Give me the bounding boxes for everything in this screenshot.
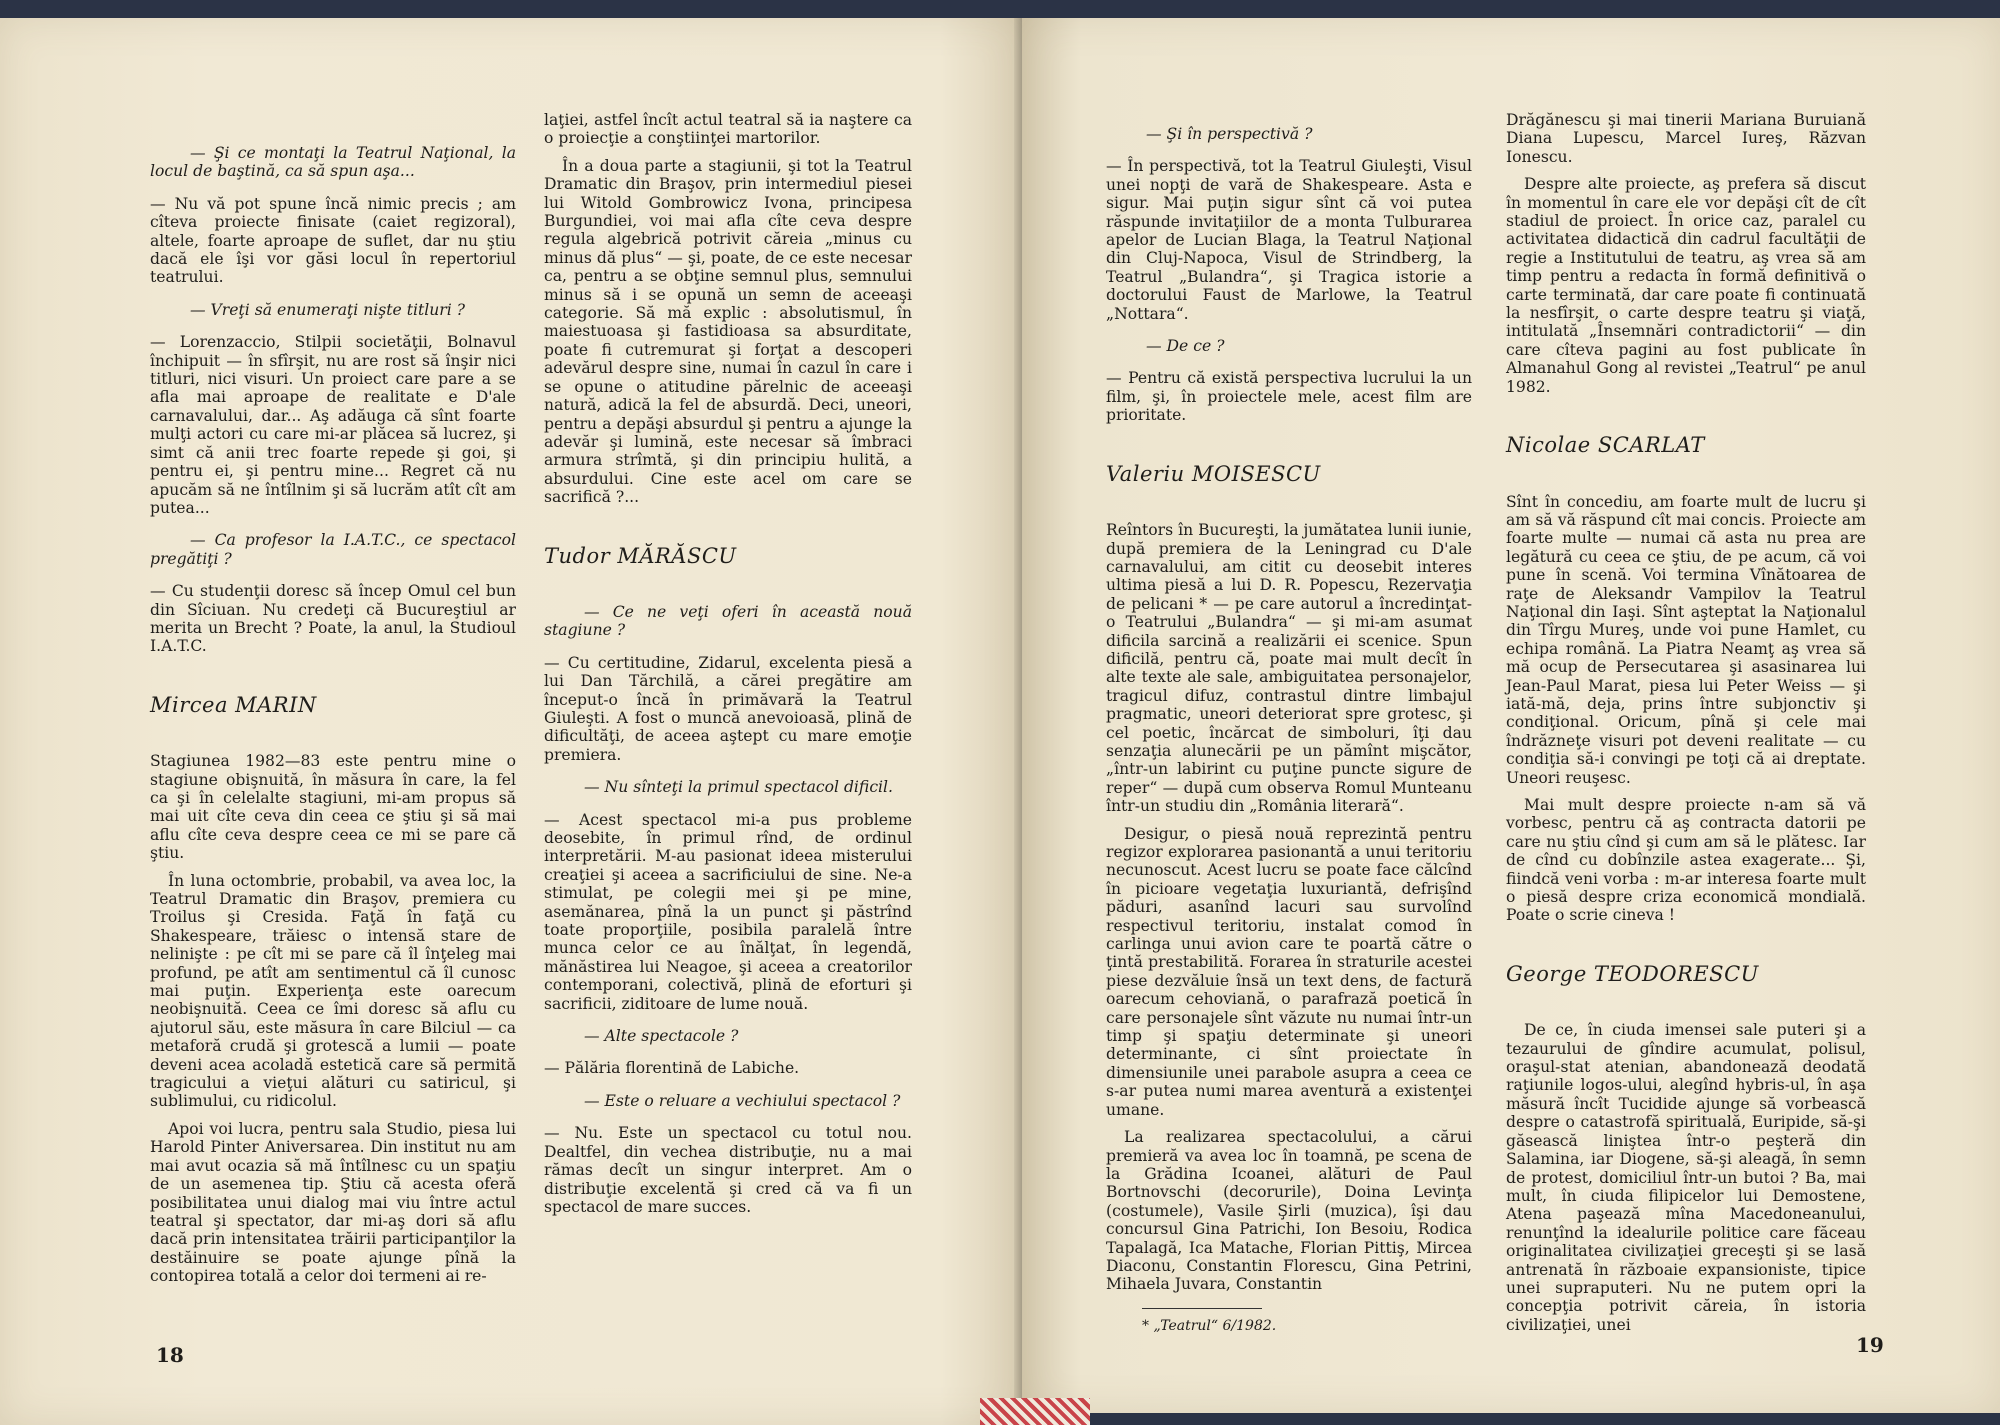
page-number-right: 19: [1856, 1333, 1884, 1357]
paragraph: La realizarea spectacolului, a cărui premieră va avea loc în toamnă, pe scena de la Grădina Icoanei, alături de Paul Bortnovschi (decorurile), Doina Levinţa (costumele), Vasile Şirli (muzica), îşi dau concursul Gina Patrichi, Ion Besoiu, Rodica Tapalagă, Ica Matache, Florian Pittiş, Mircea Diaconu, Constantin Florescu, Gina Petrini, Mihaela Juvara, Constantin: [1106, 1128, 1472, 1294]
paragraph: În luna octombrie, probabil, va avea loc, la Teatrul Dramatic din Braşov, premiera cu Troilus şi Cresida. Faţă în faţă cu Shakespeare, trăiesc o intensă stare de nelinişte : pe cît mi se pare că îl înţeleg mai profund, pe atît am sentimentul că îl cunosc mai puţin. Experienţa este oarecum neobişnuită. Ceea ce îmi doresc să aflu cu ajutorul său, este măsura în care Bilciul — ca metaforă crudă şi grotescă a lumii — poate deveni acea acoladă estetică care să permită tragicului a vieţui alături cu satiricul, şi sublimului, cu ridicolul.: [150, 871, 516, 1111]
interview-question: — Ca profesor la I.A.T.C., ce spectacol pregătiţi ?: [150, 531, 516, 568]
paragraph: — Cu certitudine, Zidarul, excelenta piesă a lui Dan Tărchilă, a cărei pregătire am început-o încă în primăvară la Teatrul Giuleşti. A fost o muncă anevoioasă, plină de dificultăţi, de aceea aştept cu mare emoţie premiera.: [544, 653, 912, 764]
paragraph: De ce, în ciuda imensei sale puteri şi a tezaurului de gîndire acumulat, polisul, oraşul-stat atenian, abandonează deodată raţiunile logos-ului, alegînd hybris-ul, în aşa măsură încît Tucidide ajunge să vorbească despre o catastrofă spirituală, Euripide, să-şi găsească liniştea într-o peşteră din Salamina, iar Diogene, să-şi aleagă, în semn de protest, domiciliul într-un butoi ? Ba, mai mult, în ciuda filipicelor lui Demostene, Atena paşează mîna Macedoneanului, renunţînd la idealurile politice care făceau originalitatea civilizaţiei greceşti şi se lasă antrenată în războaie expansioniste, tipice unei supraputeri. Nu ne putem opri la concepţia potrivit căreia, în istoria civilizaţiei, unei: [1506, 1021, 1866, 1334]
author-heading: Mircea MARIN: [150, 692, 317, 717]
footnote: * „Teatrul“ 6/1982.: [1142, 1317, 1277, 1334]
paragraph: În a doua parte a stagiunii, şi tot la Teatrul Dramatic din Braşov, prin intermediul piesei lui Witold Gombrowicz Ivona, principesa Burgundiei, voi mai afla cîte ceva despre regula algebrică potrivit căreia „minus cu minus dă plus“ — şi, poate, de ce este necesar ca, pentru a se obţine semnul plus, semnului minus să i se opună un semn de aceeaşi categorie. Să mă explic : absolutismul, în maiestuoasa şi fastidioasa sa absurditate, poate fi cutremurat şi forţat a descoperi adevărul despre sine, numai în cazul în care i se opune o atitudine părelnic de aceeaşi natură, adică la fel de absurdă. Deci, uneori, pentru a depăşi absurdul şi pentru a ajunge la adevăr şi lumină, este necesar să îmbraci armura strîmtă, şi din principiu hulită, a absurdului. Cine este acel om care se sacrifică ?...: [544, 156, 912, 507]
paragraph: — Lorenzaccio, Stilpii societăţii, Bolnavul închipuit — în sfîrşit, nu are rost să înşir nici titluri, nici visuri. Un proiect care pare a se afla mai aproape de realitate e D'ale carnavalului, dar... Aş adăuga că sînt foarte mulţi actori cu care mi-ar plăcea să lucrez, şi simt că anii trec foarte repede şi goi, şi pentru ei, şi pentru mine... Regret că nu apucăm să ne întîlnim şi să lucrăm atît cît am putea...: [150, 333, 516, 517]
paragraph: Despre alte proiecte, aş prefera să discut în momentul în care ele vor depăşi cît de cît stadiul de proiect. În orice caz, paralel cu activitatea didactică din cadrul facultăţii de regie a Institutului de teatru, aş vrea să am timp pentru a redacta în formă definitivă o carte terminată, dar care poate fi continuată la nesfîrşit, o carte despre teatru şi viaţă, intitulată „Însemnări contradictorii“ — din care cîteva pagini au fost publicate în Almanahul Gong al revistei „Teatrul“ pe anul 1982.: [1506, 175, 1866, 396]
author-heading: Nicolae SCARLAT: [1506, 433, 1705, 458]
footnote-rule: [1142, 1308, 1262, 1309]
interview-question: — Este o reluare a vechiului spectacol ?: [584, 1091, 901, 1110]
paragraph: Desigur, o piesă nouă reprezintă pentru regizor explorarea pasionantă a unui teritoriu necunoscut. Acest lucru se poate face călcînd în picioare vegetaţia luxuriantă, defrişînd păduri, asanînd lacuri sau survolînd respectivul teritoriu, instalat comod în carlinga unui avion care te poartă către o ţintă prestabilită. Forarea în straturile acestei piese dezvăluie însă un text dens, de factură oarecum cehoviană, o parafrază poetică în care personajele sînt văzute nu numai într-un timp şi spaţiu determinate şi uneori determinante, ci sînt proiectate în dimensiunile unei parabole asupra a ceea ce s-ar putea numi marea aventură a existenţei umane.: [1106, 824, 1472, 1119]
paragraph: Mai mult despre proiecte n-am să vă vorbesc, pentru că aş contracta datorii pe care nu ştiu cînd şi cum am să le plătesc. Iar de cînd cu dobînzile astea exagerate... Şi, fiindcă veni vorba : m-ar interesa foarte mult o piesă despre criza economică mondială. Poate o scrie cineva !: [1506, 796, 1866, 925]
paragraph: — Pentru că există perspectiva lucrului la un film, şi, în proiectele mele, acest film are prioritate.: [1106, 369, 1472, 425]
author-heading: George TEODORESCU: [1506, 961, 1759, 986]
author-heading: Tudor MĂRĂSCU: [544, 543, 737, 568]
paragraph: Drăgănescu şi mai tinerii Mariana Buruiană Diana Lupescu, Marcel Iureş, Răzvan Ionescu.: [1506, 111, 1866, 166]
right-column-1: [1106, 111, 1472, 1335]
interview-question: — Ce ne veţi oferi în această nouă stagiune ?: [544, 602, 912, 640]
paragraph: — În perspectivă, tot la Teatrul Giuleşti, Visul unei nopţi de vară de Shakespeare. Asta e sigur. Mai puţin sigur sînt că voi putea răspunde invitaţiilor de a monta Tulburarea apelor de Lucian Blaga, la Teatrul Naţional din Cluj-Napoca, Visul de Strindberg, la Teatrul „Bulandra“, şi Tragica istorie a doctorului Faust de Marlowe, la Teatrul „Nottara“.: [1106, 157, 1472, 323]
interview-question: — Alte spectacole ?: [584, 1027, 739, 1046]
paragraph: — Pălăria florentină de Labiche.: [544, 1059, 800, 1078]
ribbon-bookmark: [980, 1398, 1090, 1425]
right-page: [1022, 18, 2000, 1413]
paragraph: — Acest spectacol mi-a pus probleme deosebite, în primul rînd, de ordinul interpretării. M-au pasionat ideea misterului creaţiei şi aceea a sacrificiului de sine. Ne-a stimulat, pe colegii mei şi pe mine, asemănarea, pînă la un punct şi păstrînd toate proporţiile, posibila paralelă între munca celor ce au înălţat, în legendă, mănăstirea lui Neagoe, şi aceea a creatorilor contemporani, colectivă, plină de eforturi şi sacrificii, ziditoare de lume nouă.: [544, 810, 912, 1013]
paragraph: Reîntors în Bucureşti, la jumătatea lunii iunie, după premiera de la Leningrad cu D'ale carnavalului, am citit cu deosebit interes ultima piesă a lui D. R. Popescu, Rezervaţia de pelicani * — pe care autorul a încredinţat-o Teatrului „Bulandra“ — şi mi-am asumat dificila sarcină a realizării ei scenice. Spun dificilă, pentru că, poate mai mult decît în alte texte ale sale, ambiguitatea personajelor, tragicul difuz, contrastul dintre limbajul pragmatic, uneori deteriorat spre grotesc, şi cel poetic, încărcat de simboluri, îţi dau senzaţia alunecării pe un pămînt mişcător, „într-un labirint cu puţine puncte sigure de reper“ — după cum observa Romul Munteanu într-un studiu din „România literară“.: [1106, 521, 1472, 816]
interview-question: — Şi în perspectivă ?: [1146, 125, 1313, 143]
interview-question: — Şi ce montaţi la Teatrul Naţional, la locul de baştină, ca să spun aşa...: [150, 144, 516, 181]
paragraph: — Cu studenţii doresc să încep Omul cel bun din Sîciuan. Nu credeţi că Bucureştiul ar merita un Brecht ? Poate, la anul, la Studioul I.A.T.C.: [150, 582, 516, 656]
paragraph: laţiei, astfel încît actul teatral să ia naştere ca o proiecţie a conştiinţei martorilor.: [544, 111, 912, 148]
interview-question: — Nu sînteţi la primul spectacol dificil.: [584, 778, 893, 797]
author-heading: Valeriu MOISESCU: [1106, 461, 1321, 486]
left-column-2: [544, 111, 912, 1225]
interview-question: — Vreţi să enumeraţi nişte titluri ?: [190, 300, 466, 319]
right-column-2: [1506, 111, 1866, 1343]
paragraph: Apoi voi lucra, pentru sala Studio, piesa lui Harold Pinter Aniversarea. Din institut nu am mai avut ocazia să mă întîlnesc cu un spaţiu de un asemenea tip. Ştiu că acesta oferă posibilitatea unui dialog mai viu între actul teatral şi spectator, dar mi-aş dori să aflu dacă prin intensitatea trăirii participanţilor la destăinuire se poate ajunge pînă la contopirea totală a celor doi termeni ai re-: [150, 1119, 516, 1286]
page-number-left: 18: [156, 1343, 184, 1367]
paragraph: — Nu vă pot spune încă nimic precis ; am cîteva proiecte finisate (caiet regizoral), altele, foarte aproape de suflet, dar nu ştiu dacă ele îşi vor găsi locul în repertoriul teatrului.: [150, 194, 516, 287]
paragraph: Sînt în concediu, am foarte mult de lucru şi am să vă răspund cît mai concis. Proiecte am foarte multe — numai că asta nu prea are legătură cu ceea ce ştiu, de pe acum, că voi pune în scenă. Voi termina Vînătoarea de raţe de Aleksandr Vampilov la Teatrul Naţional din Iaşi. Sînt aşteptat la Naţionalul din Tîrgu Mureş, unde voi pune Hamlet, cu echipa română. La Piatra Neamţ aş vrea să mă ocup de Persecutarea şi asasinarea lui Jean-Paul Marat, piesa lui Peter Weiss — şi iată-mă, deja, prins între subjonctiv şi condiţional. Oricum, pînă şi cele mai îndrăzneţe visuri pot deveni realitate — cu condiţia să-i convingi pe toţi că ai dreptate. Uneori reuşesc.: [1506, 492, 1866, 787]
left-column-1: [150, 130, 516, 1295]
interview-question: — De ce ?: [1146, 337, 1225, 356]
paragraph: Stagiunea 1982—83 este pentru mine o stagiune obişnuită, în măsura în care, la fel ca şi în celelalte stagiuni, mi-am propus să mai uit cîte ceva din ceea ce ştiu şi să mai aflu cîte ceva despre ceea ce mi se pare că ştiu.: [150, 752, 516, 863]
left-page: [0, 18, 1022, 1425]
paragraph: — Nu. Este un spectacol cu totul nou. Dealtfel, din vechea distribuţie, nu a mai rămas decît un singur interpret. Am o distribuţie excelentă şi cred că va fi un spectacol de mare succes.: [544, 1124, 912, 1216]
